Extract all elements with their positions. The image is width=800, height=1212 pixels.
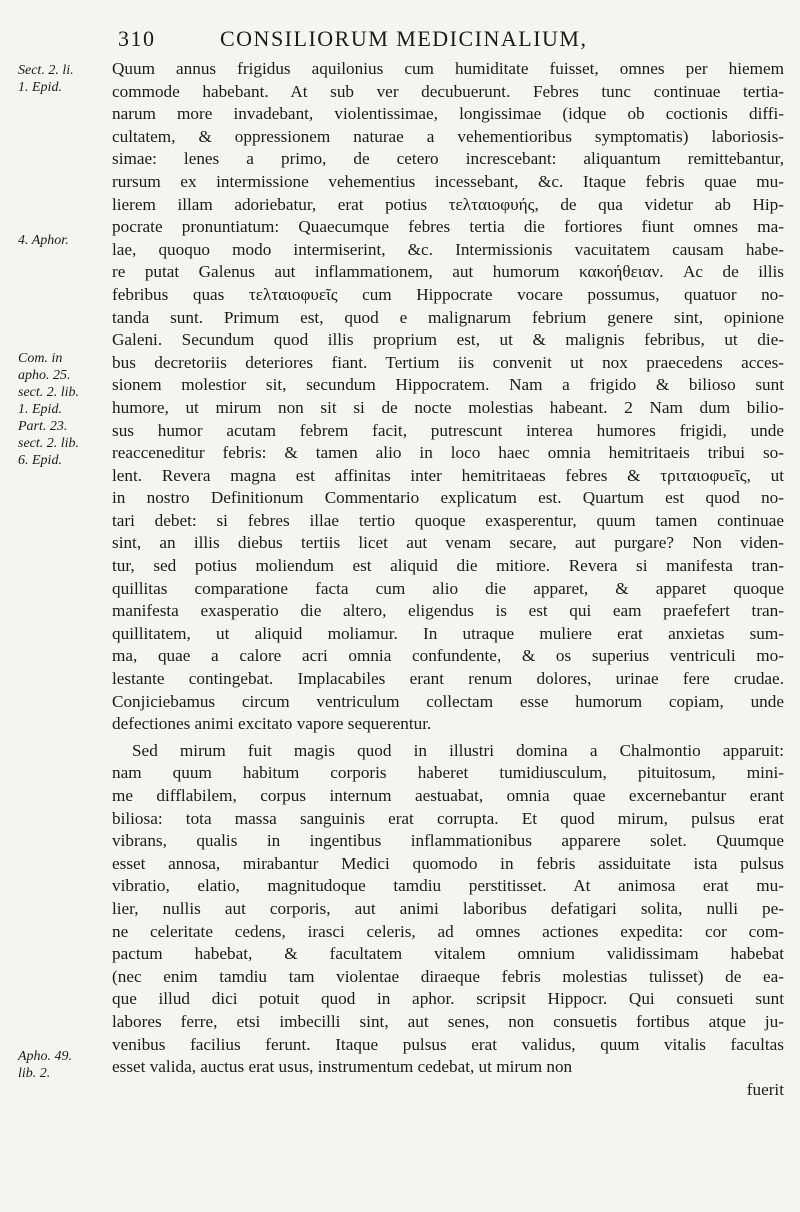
text-line: lestante contingebat. Implacabiles erant renum dolores, urinae fere crudae. bbox=[112, 669, 784, 689]
margin-note-line: Apho. 49. bbox=[18, 1049, 73, 1064]
catchword: fuerit bbox=[746, 1079, 784, 1099]
margin-note-line: Sect. 2. li. bbox=[18, 63, 74, 78]
margin-note-line: 1. Epid. bbox=[18, 402, 62, 417]
text-line: labores ferre, etsi imbecilli sint, aut senes, non consuetis fortibus atque ju- bbox=[112, 1011, 784, 1031]
margin-note-line: 1. Epid. bbox=[18, 80, 62, 95]
margin-note bbox=[18, 1048, 110, 1082]
text-line: (nec enim tamdiu tam violentae diraeque febris molestias tulisset) de ea- bbox=[112, 966, 784, 986]
text-line: rursum ex intermissione vehementius incessebant, &c. Itaque febris quae mu- bbox=[112, 171, 784, 191]
text-line: pactum habebat, & facultatem vitalem omnium validissimam habebat bbox=[112, 944, 784, 964]
text-line: manifesta exasperatio die altero, eligendus is est qui eam praefefert tran- bbox=[112, 601, 784, 621]
text-line: quillitatem, ut aliquid moliamur. In utraque muliere erat anxietas sum- bbox=[112, 623, 784, 643]
text-line: sus humor acutam febrem facit, putrescunt interea humores frigidi, unde bbox=[112, 420, 784, 440]
text-line: commode habebant. At sub ver decubuerunt. Febres tunc continuae tertia- bbox=[112, 81, 784, 101]
text-line: nam quum habitum corporis haberet tumidiusculum, pituitosum, mini- bbox=[112, 763, 784, 783]
text-line: cultatem, & oppressionem naturae a vehementioribus symptomatis) laboriosis- bbox=[112, 126, 784, 146]
text-line: lent. Revera magna est affinitas inter hemitritaeas febres & τριταιοφυεῖς, ut bbox=[112, 465, 784, 485]
text-line: venibus facilius ferunt. Itaque pulsus erat validus, quum vitalis facultas bbox=[112, 1034, 784, 1054]
margin-note bbox=[18, 62, 110, 96]
text-line: Galeni. Secundum quod illis proprium est, ut & malignis febribus, ut die- bbox=[112, 330, 784, 350]
text-line: lierem illam adoriebatur, erat potius τελταιοφυής, de qua videtur ab Hip- bbox=[112, 194, 784, 214]
running-title: CONSILIORUM MEDICINALIUM, bbox=[220, 26, 588, 51]
text-line: vibratio, elatio, magnitudoque tamdiu perstitisset. At animosa erat mu- bbox=[112, 876, 784, 896]
text-line: reacceneditur febris: & tamen alio in loco haec omnia hemitritaeis tribui so- bbox=[112, 443, 784, 463]
text-line: in nostro Definitionum Commentario explicatum est. Quartum est quod no- bbox=[112, 488, 784, 508]
text-line: que illud dici potuit quod in aphor. scripsit Hippocr. Qui consueti sunt bbox=[112, 989, 784, 1009]
text-line: ne celeritate cedens, irasci celeris, ad omnes actiones expedita: cor com- bbox=[112, 921, 784, 941]
text-line: biliosa: tota massa sanguinis erat corrupta. Et quod mirum, pulsus erat bbox=[112, 808, 784, 828]
text-line: tur, sed potius moliendum est aliquid die mitiore. Revera si manifesta tran- bbox=[112, 556, 784, 576]
paragraph bbox=[112, 58, 784, 736]
text-line: quillitas comparatione facta cum alio die apparet, & apparet quoque bbox=[112, 578, 784, 598]
text-line: humore, ut mirum non sit si de nocte molestias habeant. 2 Nam dum bilio- bbox=[112, 397, 784, 417]
page-number: 310 bbox=[118, 26, 156, 51]
margin-note-line: apho. 25. bbox=[18, 368, 71, 383]
text-line: narum more invadebant, violentissimae, longissimae (idque ob coctionis diffi- bbox=[112, 104, 784, 124]
text-line: Quum annus frigidus aquilonius cum humiditate fuisset, omnes per hiemem bbox=[112, 59, 784, 78]
text-line: Sed mirum fuit magis quod in illustri domina a Chalmontio apparuit: bbox=[132, 740, 784, 760]
text-line: tanda sunt. Primum est, quod e malignarum febrium genere sint, opinione bbox=[112, 307, 784, 327]
running-header bbox=[118, 26, 798, 52]
margin-note bbox=[18, 350, 110, 469]
text-line: re putat Galenus aut inflammationem, aut humorum κακοήθειαν. Ac de illis bbox=[112, 262, 784, 282]
text-line: lier, nullis aut corporis, aut animi laboribus defatigari solita, nulli pe- bbox=[112, 898, 784, 918]
margin-note-line: Part. 23. bbox=[18, 419, 68, 434]
margin-note-line: 6. Epid. bbox=[18, 453, 62, 468]
margin-note-line: sect. 2. lib. bbox=[18, 436, 80, 451]
text-line: simae: lenes a primo, de cetero increscebant: aliquantum remittebantur, bbox=[112, 149, 784, 169]
margin-note-line: sect. 2. lib. bbox=[18, 385, 80, 400]
margin-note bbox=[18, 232, 110, 249]
text-line: Conjiciebamus circum ventriculum collectam esse humorum copiam, unde bbox=[112, 691, 784, 711]
text-line: esset annosa, mirabantur Medici quomodo in febris assiduitate ista pulsus bbox=[112, 853, 784, 873]
text-line: sint, an illis diebus tertiis licet aut venam secare, aut purgare? Non viden- bbox=[112, 533, 784, 553]
text-line: defectiones animi excitato vapore sequerentur. bbox=[112, 714, 432, 734]
text-line: tari debet: si febres illae tertio quoque exasperentur, quum tamen continuae bbox=[112, 510, 784, 530]
text-line: me difflabilem, corpus internum aestuabat, omnia quae excernebantur erant bbox=[112, 786, 784, 805]
margin-note-line: lib. 2. bbox=[18, 1066, 51, 1081]
text-line: lae, quoquo modo intermiserint, &c. Intermissionis vacuitatem causam habe- bbox=[112, 239, 784, 259]
text-line: vibrans, qualis in ingentibus inflammationibus apparere solet. Quumque bbox=[112, 831, 784, 851]
main-text bbox=[112, 58, 784, 1101]
text-line: ma, quae a calore acri omnia confundente, & os superius ventriculi mo- bbox=[112, 646, 784, 666]
text-line: esset valida, auctus erat usus, instrumentum cedebat, ut mirum non bbox=[112, 1057, 573, 1077]
text-line: pocrate pronuntiatum: Quaecumque febres tertia die fortiores fiunt omnes ma- bbox=[112, 217, 784, 237]
paragraph bbox=[112, 740, 784, 1079]
margin-note-line: Com. in bbox=[18, 351, 63, 366]
text-line: febribus quas τελταιοφυεῖς cum Hippocrate vocare possumus, quatuor no- bbox=[112, 284, 784, 304]
text-line: bus decretoriis deteriores fiant. Tertium iis convenit ut nox praecedens acces- bbox=[112, 352, 784, 372]
margin-note-line: 4. Aphor. bbox=[18, 233, 69, 248]
text-line: sionem molestior sit, secundum Hippocratem. Nam a frigido & bilioso sunt bbox=[112, 375, 784, 395]
